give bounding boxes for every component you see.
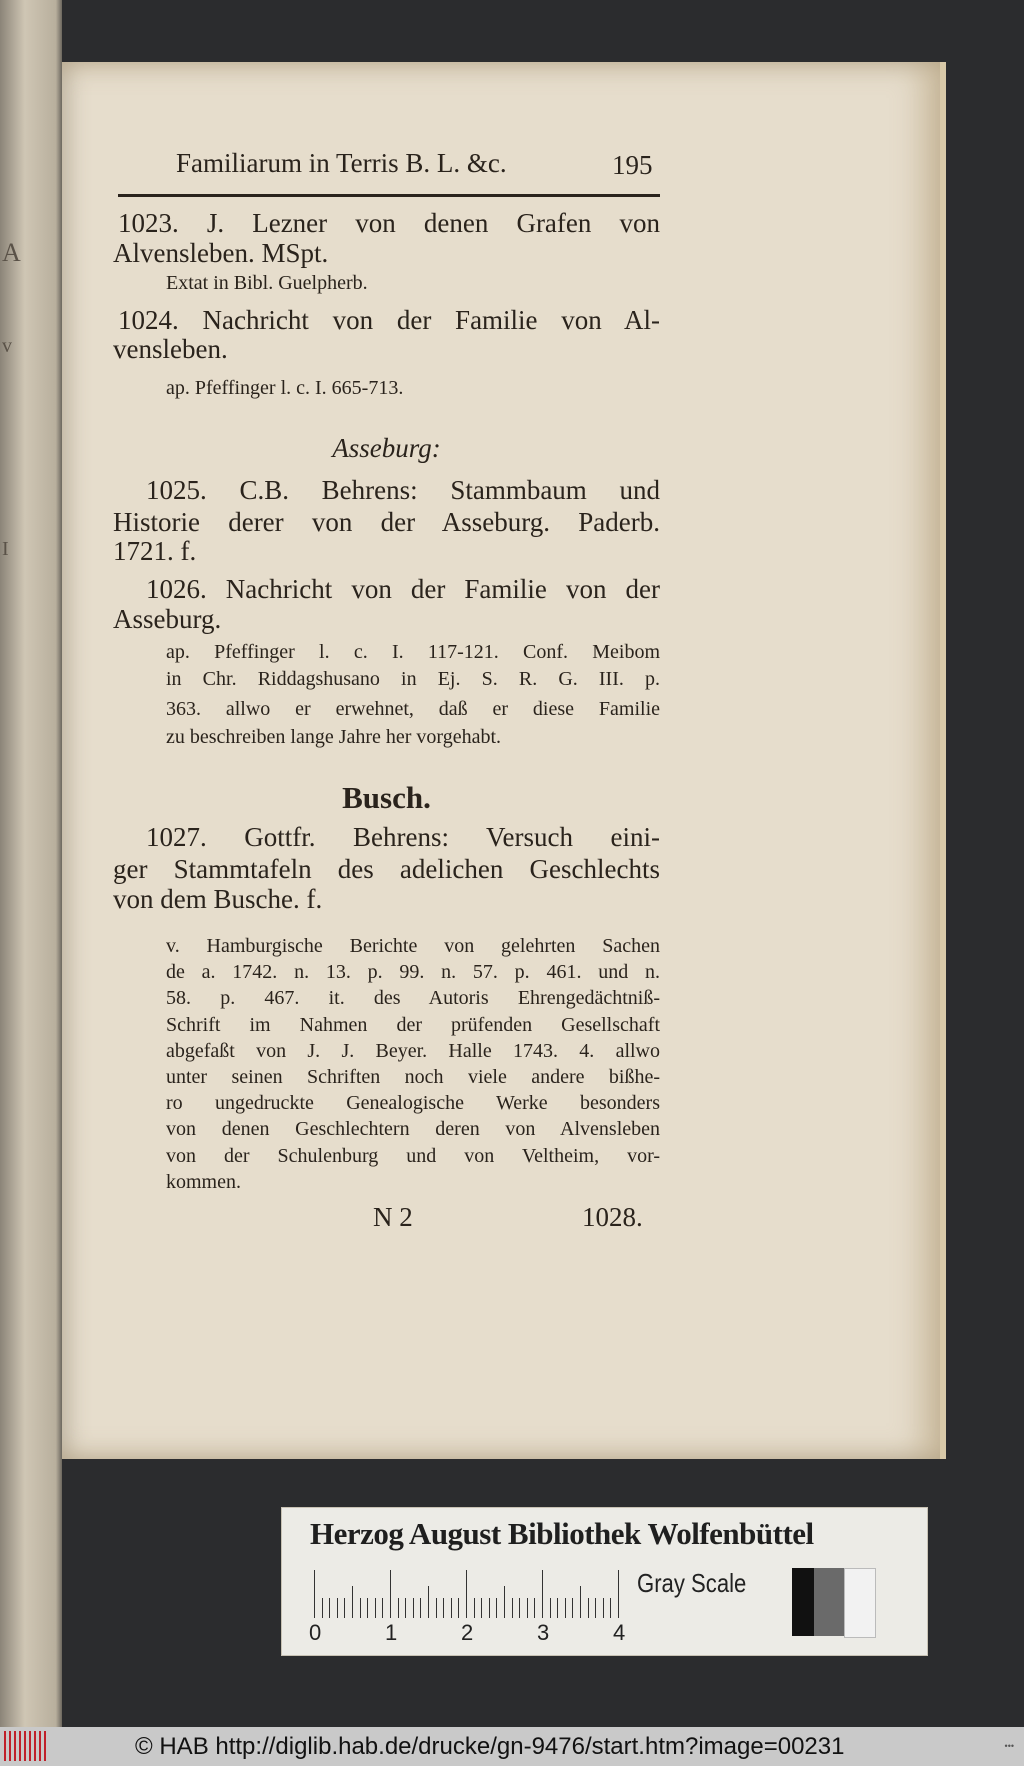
adjacent-page-fragment: A [2, 238, 21, 267]
scale-number: 2 [461, 1620, 474, 1645]
citation-line: v. Hamburgische Berichte von gelehrten Sachen [166, 935, 660, 957]
ruler-tick [595, 1598, 596, 1618]
ruler-tick [344, 1598, 345, 1618]
entry-line: ger Stammtafeln des adelichen Geschlechts [113, 854, 660, 884]
header-rule [118, 194, 660, 197]
ruler-tick [405, 1598, 406, 1618]
adjacent-page-fragment: I [2, 538, 9, 560]
ruler-tick [557, 1598, 558, 1618]
ruler-tick [451, 1598, 452, 1618]
entry-line: 1024. Nachricht von der Familie von Al- [118, 305, 660, 335]
footer-bar [0, 1727, 1024, 1766]
ruler-tick [367, 1598, 368, 1618]
citation-line: de a. 1742. n. 13. p. 99. n. 57. p. 461. und n. [166, 961, 660, 984]
ruler-tick [489, 1598, 490, 1618]
library-name: Herzog August Bibliothek Wolfenbüttel [310, 1516, 814, 1551]
citation-line: von denen Geschlechtern deren von Alvensleben [166, 1118, 660, 1141]
ruler-tick [603, 1598, 604, 1618]
entry-line: Asseburg. [113, 604, 222, 634]
scale-number: 0 [309, 1620, 322, 1645]
footer-copyright-link[interactable]: © HAB http://diglib.hab.de/drucke/gn-9476/start.htm?image=00231 [135, 1733, 845, 1760]
citation-line: Extat in Bibl. Guelpherb. [166, 272, 368, 294]
entry-line: 1023. J. Lezner von denen Grafen von [118, 208, 660, 238]
ruler-tick [428, 1586, 429, 1618]
entry-line: vensleben. [113, 334, 228, 364]
ruler-tick [572, 1598, 573, 1618]
page-number: 195 [612, 150, 653, 180]
ruler-tick [618, 1570, 619, 1618]
ruler-scale [314, 1570, 470, 1618]
hab-logo-icon [4, 1731, 46, 1761]
ruler-tick [436, 1598, 437, 1618]
section-heading: Busch. [342, 780, 431, 815]
ruler-tick [512, 1598, 513, 1618]
citation-line: abgefaßt von J. J. Beyer. Halle 1743. 4. allwo [166, 1039, 660, 1062]
ruler-tick [504, 1586, 505, 1618]
gray-swatch-mid [814, 1568, 844, 1636]
ruler-tick [474, 1598, 475, 1618]
ruler-tick [542, 1570, 543, 1618]
ruler-tick [375, 1598, 376, 1618]
ruler-tick [534, 1598, 535, 1618]
gray-swatch-white [844, 1568, 876, 1638]
ruler-tick [314, 1570, 315, 1618]
ruler-tick [352, 1586, 353, 1618]
color-target-card [281, 1507, 928, 1656]
entry-line: 1721. f. [113, 536, 197, 566]
ruler-tick [580, 1586, 581, 1618]
citation-line: Schrift im Nahmen der prüfenden Gesellschaft [166, 1013, 660, 1036]
ruler-tick [610, 1598, 611, 1618]
adjacent-page-edge [0, 0, 62, 1727]
citation-line: von der Schulenburg und von Veltheim, vor- [166, 1144, 660, 1167]
catchword: 1028. [582, 1202, 643, 1232]
scale-number: 1 [385, 1620, 398, 1645]
ruler-tick [550, 1598, 551, 1618]
ruler-tick [527, 1598, 528, 1618]
ruler-tick [481, 1598, 482, 1618]
entry-line: von dem Busche. f. [113, 884, 323, 914]
entry-line: 1027. Gottfr. Behrens: Versuch eini- [146, 822, 660, 852]
more-icon[interactable]: ••• [1004, 1741, 1014, 1751]
scale-number: 4 [613, 1620, 626, 1645]
ruler-tick [443, 1598, 444, 1618]
ruler-tick [466, 1570, 467, 1618]
ruler-tick [390, 1570, 391, 1618]
entry-line: Historie derer von der Asseburg. Paderb. [113, 507, 660, 537]
citation-line: ap. Pfeffinger l. c. I. 117-121. Conf. Meibom [166, 641, 660, 663]
running-title: Familiarum in Terris B. L. &c. [176, 148, 507, 178]
ruler-tick [413, 1598, 414, 1618]
ruler-tick [337, 1598, 338, 1618]
section-heading: Asseburg: [332, 433, 441, 463]
entry-line: 1026. Nachricht von der Familie von der [146, 574, 660, 604]
ruler-tick [496, 1598, 497, 1618]
citation-line: ap. Pfeffinger l. c. I. 665-713. [166, 377, 404, 399]
ruler-tick [420, 1598, 421, 1618]
ruler-tick [458, 1598, 459, 1618]
ruler-tick [588, 1598, 589, 1618]
gray-swatch-black [792, 1568, 814, 1636]
citation-line: unter seinen Schriften noch viele andere bißhe- [166, 1066, 660, 1088]
citation-line: in Chr. Riddagshusano in Ej. S. R. G. III. p. [166, 668, 660, 690]
citation-line: kommen. [166, 1170, 241, 1193]
adjacent-page-fragment: v [2, 335, 12, 357]
entry-line: Alvensleben. MSpt. [113, 238, 329, 268]
citation-line: ro ungedruckte Genealogische Werke besonders [166, 1092, 660, 1115]
citation-line: zu beschreiben lange Jahre her vorgehabt. [166, 726, 502, 748]
citation-line: 363. allwo er erwehnet, daß er diese Familie [166, 698, 660, 720]
ruler-tick [398, 1598, 399, 1618]
ruler-tick [382, 1598, 383, 1618]
ruler-tick [565, 1598, 566, 1618]
gray-scale-label: Gray Scale [637, 1568, 747, 1598]
citation-line: 58. p. 467. it. des Autoris Ehrengedächtniß- [166, 987, 660, 1010]
entry-line: 1025. C.B. Behrens: Stammbaum und [146, 475, 660, 505]
ruler-tick [329, 1598, 330, 1618]
ruler-tick [322, 1598, 323, 1618]
ruler-tick [360, 1598, 361, 1618]
signature-mark: N 2 [373, 1202, 413, 1232]
scale-number: 3 [537, 1620, 550, 1645]
ruler-tick [519, 1598, 520, 1618]
